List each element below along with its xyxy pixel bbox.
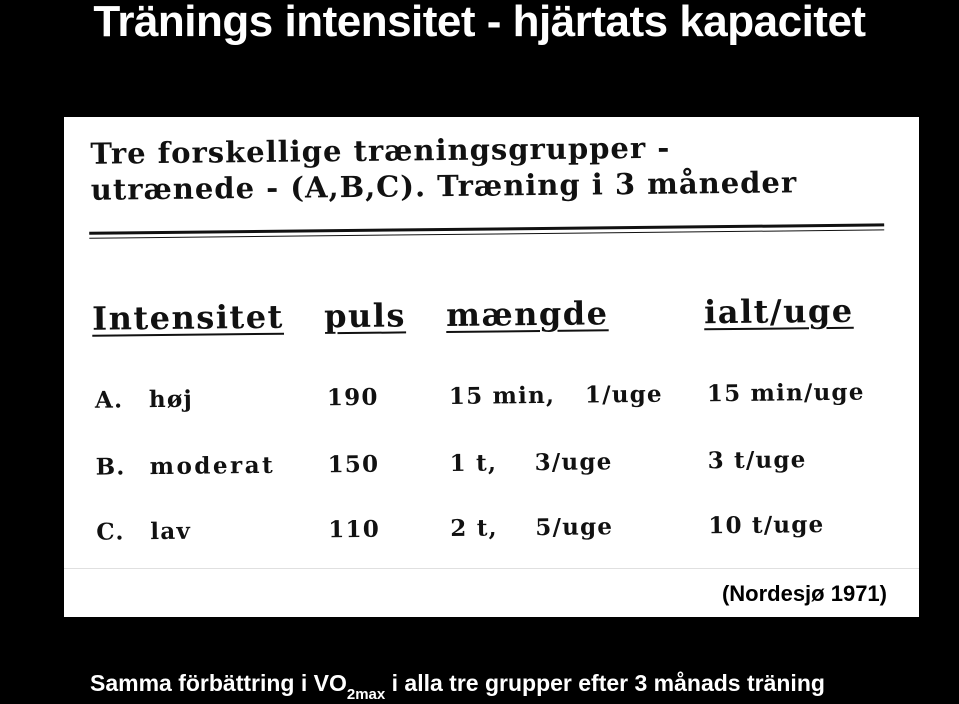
citation-area: [64, 568, 919, 617]
row-c-total: 10 t/uge: [708, 511, 825, 540]
row-c-group: C.: [96, 518, 125, 546]
slide-caption: [90, 670, 825, 703]
scan-heading-line2: utrænede - (A,B,C). Træning i 3 måneder: [90, 165, 798, 207]
row-a-intensity: høj: [148, 385, 194, 414]
caption-subscript: 2max: [346, 686, 386, 703]
column-header-pulse: puls: [323, 296, 407, 336]
row-a-pulse: 190: [326, 383, 379, 412]
row-b-amount: 1 t,: [449, 449, 498, 477]
slide-title: Tränings intensitet - hjärtats kapacitet: [93, 0, 866, 46]
row-a-frequency: 1/uge: [584, 380, 663, 409]
row-c-intensity: lav: [150, 517, 192, 546]
column-header-intensity: Intensitet: [91, 297, 285, 338]
scanned-table-image: [64, 117, 919, 617]
row-a-group: A.: [94, 386, 124, 414]
row-b-pulse: 150: [327, 450, 380, 479]
column-header-amount: mængde: [445, 294, 609, 335]
scan-heading-line1: Tre forskellige træningsgrupper -: [90, 130, 671, 171]
row-a-total: 15 min/uge: [706, 378, 865, 408]
caption-text-post: i alla tre grupper efter 3 månads träning: [385, 670, 825, 696]
row-c-pulse: 110: [328, 515, 381, 544]
citation: (Nordesjø 1971): [721, 581, 887, 606]
scanned-table-content: [64, 117, 919, 572]
row-b-intensity: moderat: [149, 451, 276, 481]
column-header-total: ialt/uge: [703, 291, 854, 332]
row-b-total: 3 t/uge: [707, 446, 807, 475]
caption-text-pre: Samma förbättring i VO: [90, 670, 347, 696]
row-c-amount: 2 t,: [450, 514, 498, 542]
row-b-group: B.: [95, 453, 126, 481]
row-b-frequency: 3/uge: [534, 448, 613, 477]
row-c-frequency: 5/uge: [535, 513, 614, 542]
row-a-amount: 15 min,: [448, 381, 556, 410]
